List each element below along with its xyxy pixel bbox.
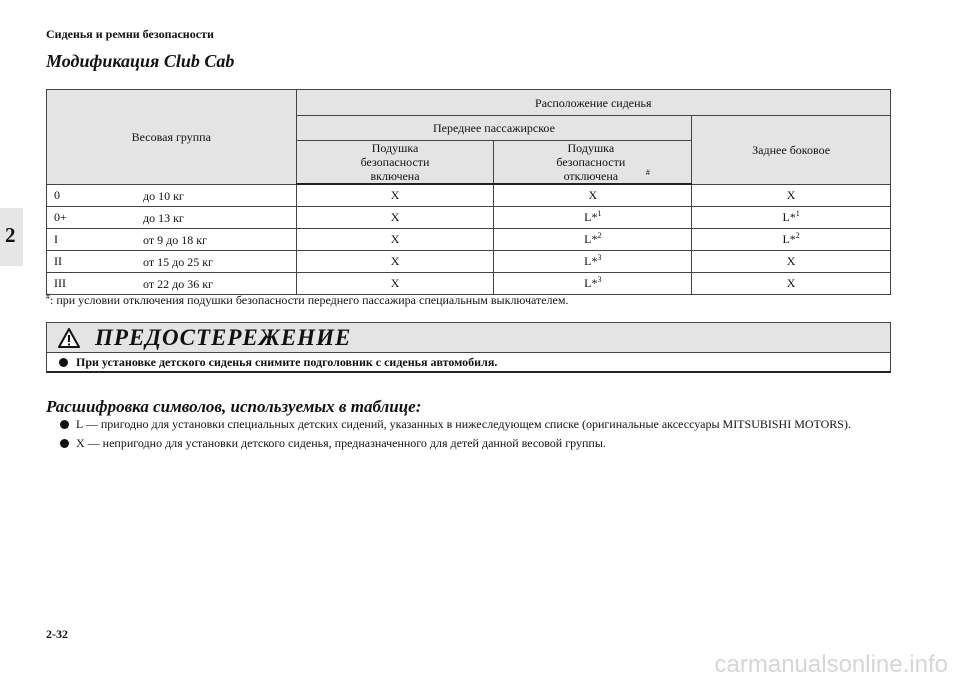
watermark: carmanualsonline.info — [714, 651, 948, 678]
cell-front-airbag-on: X — [296, 250, 494, 272]
cell-rear-side — [692, 272, 891, 294]
child-seat-table — [46, 89, 891, 295]
cell-rear-side — [692, 250, 891, 272]
weight-range: от 22 до 36 кг — [143, 276, 213, 291]
cell-front-airbag-off — [494, 184, 692, 206]
table-row — [47, 184, 891, 206]
header-seat-location: Расположение сиденья — [296, 90, 890, 116]
footnote — [46, 293, 568, 308]
group-label: III — [54, 275, 66, 290]
cell-value: X — [588, 187, 598, 202]
cell-rear-side — [692, 228, 891, 250]
cell-front-airbag-off — [494, 272, 692, 294]
legend-item — [60, 417, 900, 432]
bullet-icon — [59, 358, 68, 367]
header-weight-group: Весовая группа — [47, 90, 297, 185]
cell-rear-side — [692, 206, 891, 228]
warning-body — [47, 353, 890, 372]
cell-weight-group — [47, 272, 297, 294]
cell-superscript: 3 — [597, 274, 602, 284]
cell-value: L* — [782, 231, 796, 246]
header-front-passenger: Переднее пассажирское — [296, 116, 692, 141]
legend-list — [60, 417, 900, 455]
cell-value: L* — [782, 209, 796, 224]
page-number: 2-32 — [46, 627, 68, 641]
cell-weight-group — [47, 206, 297, 228]
legend-item-text: L — пригодно для установки специальных детских сидений, указанных в нижеследующем списке (оригинальные аксессуары MITSUBISHI MOTORS). — [76, 417, 851, 431]
cell-front-airbag-off — [494, 250, 692, 272]
cell-value: L* — [584, 275, 598, 290]
table-row — [47, 206, 891, 228]
cell-weight-group — [47, 250, 297, 272]
bullet-icon — [60, 439, 69, 448]
bullet-icon — [60, 420, 69, 429]
legend-item-text: X — непригодно для установки детского сиденья, предназначенного для детей данной весовой группы. — [76, 436, 606, 450]
cell-front-airbag-off — [494, 206, 692, 228]
weight-range: от 9 до 18 кг — [143, 232, 207, 247]
footnote-text: : при условии отключения подушки безопасности переднего пассажира специальным выключателем. — [50, 293, 569, 307]
cell-value: X — [786, 187, 796, 202]
cell-superscript: 3 — [597, 252, 602, 262]
legend-item — [60, 436, 900, 451]
running-head: Сиденья и ремни безопасности — [46, 27, 214, 41]
cell-front-airbag-on: X — [296, 184, 494, 206]
cell-weight-group — [47, 228, 297, 250]
cell-value: X — [786, 253, 796, 268]
warning-header — [47, 323, 890, 353]
cell-value: X — [786, 275, 796, 290]
cell-front-airbag-off — [494, 228, 692, 250]
cell-superscript: 1 — [795, 208, 800, 218]
warning-title: ПРЕДОСТЕРЕЖЕНИЕ — [95, 325, 352, 350]
cell-superscript: 2 — [597, 230, 602, 240]
group-label: 0 — [54, 187, 60, 202]
cell-value: L* — [584, 253, 598, 268]
header-rear-side: Заднее боковое — [692, 116, 891, 185]
warning-triangle-icon — [58, 328, 80, 348]
weight-range: до 10 кг — [143, 188, 184, 203]
cell-front-airbag-on: X — [296, 228, 494, 250]
header-airbag-on — [296, 141, 494, 185]
header-airbag-on-label: Подушка безопасности включена — [360, 141, 430, 183]
footnote-mark: # — [46, 292, 50, 301]
cell-rear-side — [692, 184, 891, 206]
cell-front-airbag-on: X — [296, 206, 494, 228]
cell-front-airbag-on: X — [296, 272, 494, 294]
group-label: 0+ — [54, 209, 67, 224]
header-airbag-off-mark: # — [645, 168, 650, 177]
table-row — [47, 272, 891, 294]
warning-text: При установке детского сиденья снимите подголовник с сиденья автомобиля. — [76, 355, 498, 369]
page-title: Модификация Club Cab — [46, 51, 235, 71]
cell-value: L* — [584, 231, 598, 246]
header-airbag-off-label: Подушка безопасности отключена — [556, 141, 626, 183]
group-label: I — [54, 231, 58, 246]
cell-superscript: 2 — [795, 230, 800, 240]
table-row — [47, 250, 891, 272]
header-airbag-off — [494, 141, 692, 185]
cell-value: L* — [584, 209, 598, 224]
weight-range: от 15 до 25 кг — [143, 254, 213, 269]
cell-superscript: 1 — [597, 208, 602, 218]
table-row — [47, 228, 891, 250]
group-label: II — [54, 253, 62, 268]
cell-weight-group — [47, 184, 297, 206]
chapter-number: 2 — [5, 223, 16, 247]
warning-box — [46, 322, 891, 373]
weight-range: до 13 кг — [143, 210, 184, 225]
legend-title: Расшифровка символов, используемых в таблице: — [46, 397, 422, 416]
